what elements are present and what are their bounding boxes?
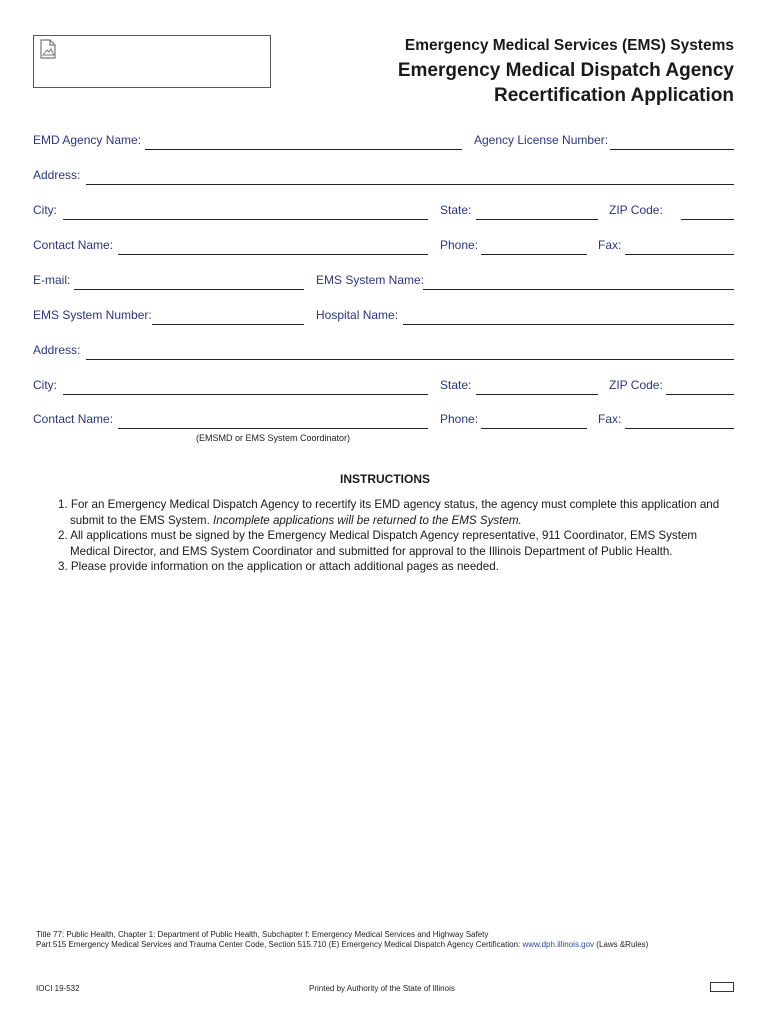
contact-name-label: Contact Name: — [33, 238, 114, 252]
system-phone-field[interactable] — [481, 428, 587, 429]
page-title-line1: Emergency Medical Dispatch Agency — [397, 60, 734, 81]
system-fax-label: Fax: — [598, 412, 622, 426]
instruction-2-text: 2. All applications must be signed by the Emergency Medical Dispatch Agency representative, 911 Coordinator, EMS System Medical Director, and EMS System Coordinator and submitted for approval to the Illinois Department of Public Health. — [58, 529, 698, 558]
emd-agency-name-field[interactable] — [145, 149, 462, 150]
ems-system-number-field[interactable] — [152, 324, 304, 325]
hospital-city-label: City: — [33, 378, 57, 392]
system-contact-name-label: Contact Name: — [33, 412, 114, 426]
system-phone-label: Phone: — [440, 412, 479, 426]
city-label: City: — [33, 203, 57, 217]
email-label: E-mail: — [33, 273, 71, 287]
city-field[interactable] — [63, 219, 428, 220]
email-field[interactable] — [74, 289, 304, 290]
address-label: Address: — [33, 168, 81, 182]
contact-role-note: (EMSMD or EMS System Coordinator) — [196, 433, 351, 443]
instruction-item — [58, 559, 738, 575]
instruction-3-text: 3. Please provide information on the application or attach additional pages as needed. — [58, 560, 499, 573]
agency-license-number-label: Agency License Number: — [474, 133, 609, 147]
hospital-address-label: Address: — [33, 343, 81, 357]
form-code: IOCI 19-532 — [36, 984, 80, 993]
zip-code-field[interactable] — [681, 219, 734, 220]
hospital-state-field[interactable] — [476, 394, 598, 395]
logo-placeholder — [33, 35, 271, 88]
printed-by-authority: Printed by Authority of the State of Illinois — [309, 984, 455, 993]
hospital-zip-code-label: ZIP Code: — [609, 378, 663, 392]
phone-label: Phone: — [440, 238, 479, 252]
fax-field[interactable] — [625, 254, 734, 255]
hospital-address-field[interactable] — [86, 359, 734, 360]
system-contact-name-field[interactable] — [118, 428, 428, 429]
contact-name-field[interactable] — [118, 254, 428, 255]
hospital-name-field[interactable] — [403, 324, 734, 325]
dph-website-link[interactable]: www.dph.illinois.gov — [522, 940, 595, 949]
state-field[interactable] — [476, 219, 598, 220]
instructions-heading: INSTRUCTIONS — [340, 472, 430, 486]
header-subtitle: Emergency Medical Services (EMS) Systems — [404, 37, 734, 54]
system-fax-field[interactable] — [625, 428, 734, 429]
footer-citation-suffix: (Laws &Rules) — [594, 940, 649, 949]
page-number-box — [710, 982, 734, 992]
state-label: State: — [440, 203, 472, 217]
footer-citation-line2 — [36, 940, 648, 949]
zip-code-label: ZIP Code: — [609, 203, 663, 217]
instruction-item — [58, 497, 738, 528]
hospital-name-label: Hospital Name: — [316, 308, 399, 322]
instruction-1-italic: Incomplete applications will be returned to the EMS System. — [213, 513, 522, 527]
hospital-city-field[interactable] — [63, 394, 428, 395]
ems-system-name-label: EMS System Name: — [316, 273, 425, 287]
instruction-item — [58, 528, 738, 559]
address-field[interactable] — [86, 184, 734, 185]
footer-citation-text: Part 515 Emergency Medical Services and Trauma Center Code, Section 515.710 (E) Emergency Medical Dispatch Agency Certification: — [36, 940, 523, 949]
page-title-line2: Recertification Application — [494, 85, 734, 106]
fax-label: Fax: — [598, 238, 622, 252]
emd-agency-name-label: EMD Agency Name: — [33, 133, 142, 147]
footer-citation-line1: Title 77: Public Health, Chapter 1: Department of Public Health, Subchapter f: Emergency Medical Services and Highway Safety — [36, 930, 489, 939]
instructions-list — [58, 497, 738, 575]
image-placeholder-icon — [39, 39, 57, 59]
agency-license-number-field[interactable] — [610, 149, 734, 150]
hospital-zip-code-field[interactable] — [666, 394, 734, 395]
ems-system-name-field[interactable] — [423, 289, 734, 290]
hospital-state-label: State: — [440, 378, 472, 392]
phone-field[interactable] — [481, 254, 587, 255]
ems-system-number-label: EMS System Number: — [33, 308, 152, 322]
instruction-1-text: 1. For an Emergency Medical Dispatch Agency to recertify its EMD agency status, the agency must complete this application and submit to the EMS System. — [58, 498, 720, 527]
